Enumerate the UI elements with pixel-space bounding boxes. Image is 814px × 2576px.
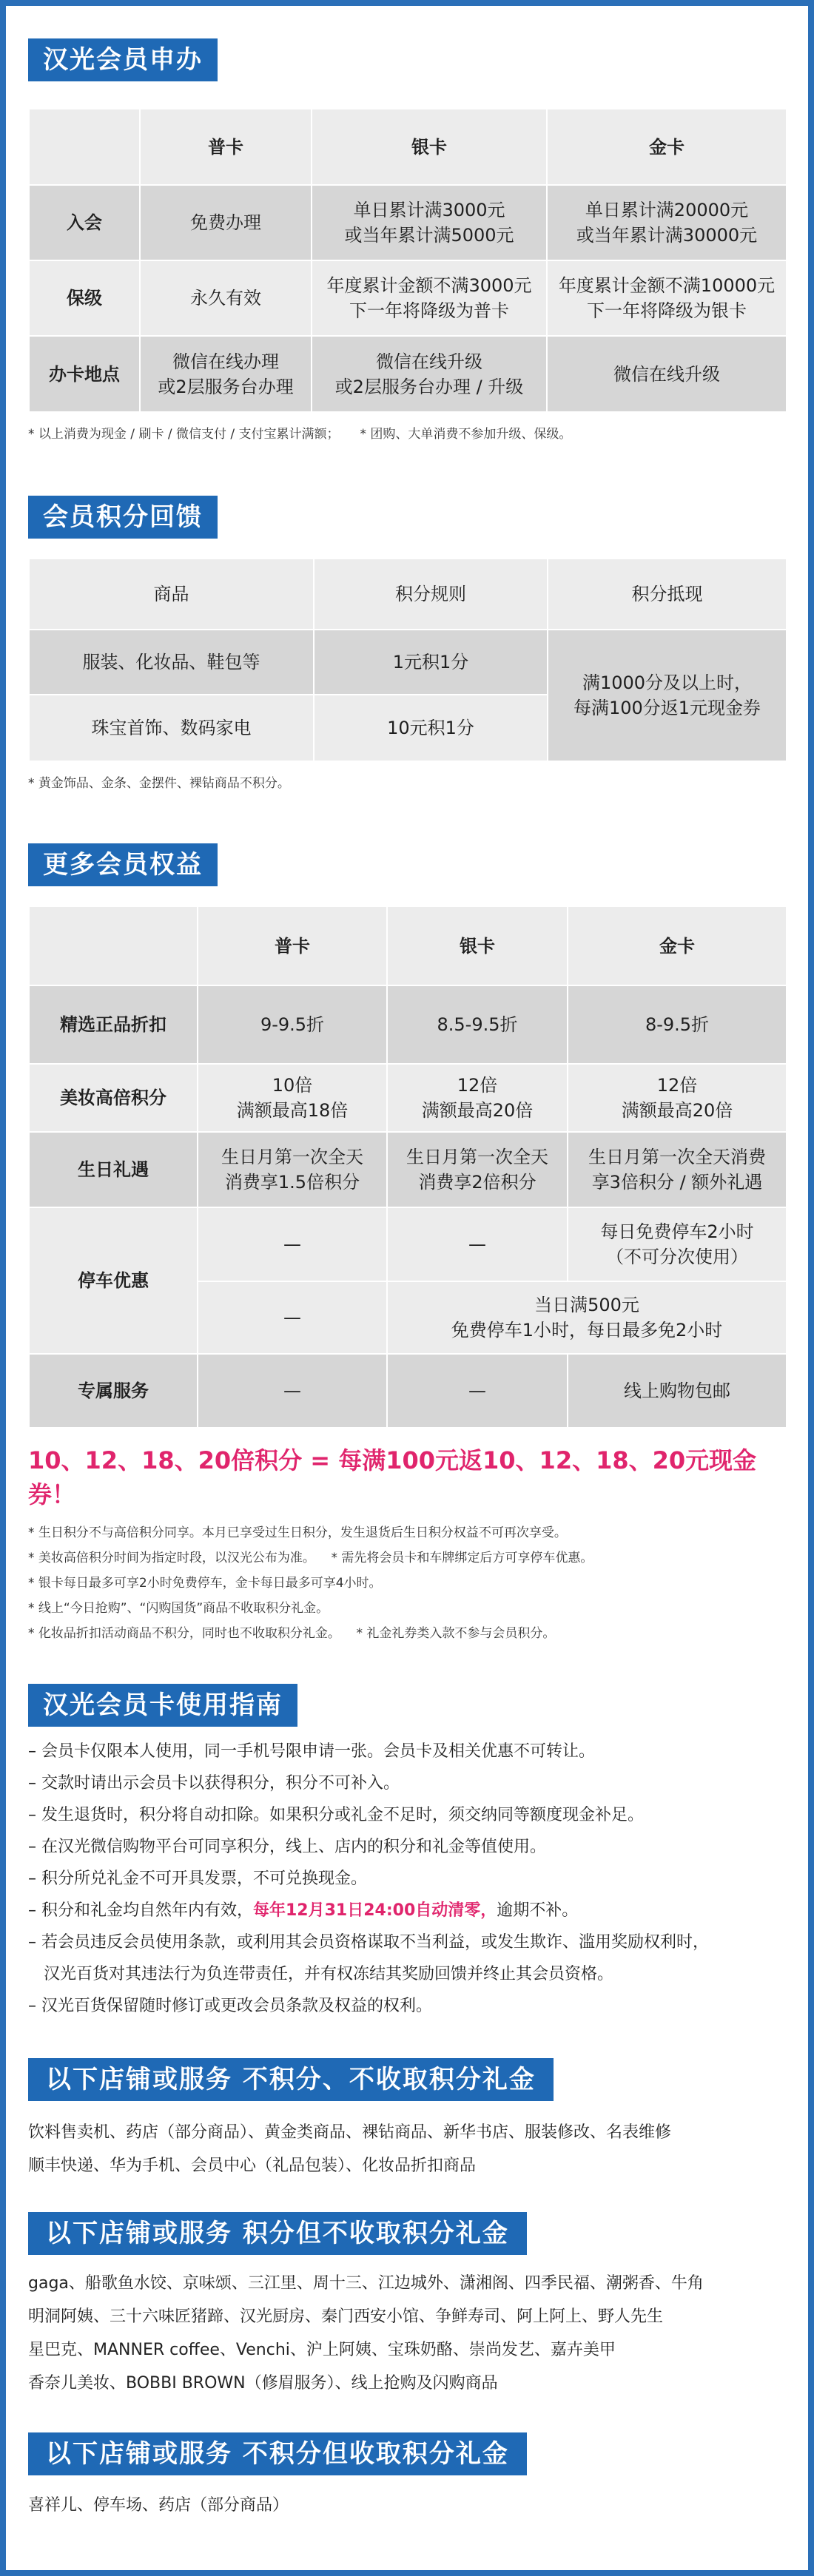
cell-line: 单日累计满20000元	[585, 200, 749, 220]
store-list	[28, 2267, 786, 2400]
cell-line: 单日累计满3000元	[353, 200, 505, 220]
header-gold-card: 金卡	[568, 906, 787, 985]
header-product: 商品	[29, 559, 314, 630]
cell-line: 10倍	[272, 1075, 313, 1096]
cell-line: 免费办理	[190, 212, 261, 233]
cell-line: 生日月第一次全天	[406, 1147, 548, 1167]
cell-line: 年度累计金额不满3000元	[326, 275, 532, 296]
guide-item: – 会员卡仅限本人使用，同一手机号限申请一张。会员卡及相关优惠不可转让。	[28, 1742, 595, 1761]
guide-item: – 积分所兑礼金不可开具发票，不可兑换现金。	[28, 1869, 367, 1888]
promo-banner: 10、12、18、20倍积分 = 每满100元返10、12、18、20元现金券！	[28, 1446, 757, 1508]
cell-line: 微信在线升级	[376, 351, 482, 372]
cell	[312, 260, 547, 336]
cell-line: 消费享2倍积分	[418, 1172, 536, 1193]
cell: —	[198, 1354, 387, 1428]
row-label-beauty: 美妆高倍积分	[29, 1064, 198, 1132]
footnote-text: * 美妆高倍积分时间为指定时段，以汉光公布为准。	[28, 1551, 315, 1565]
footnote-text: * 化妆品折扣活动商品不积分，同时也不收取积分礼金。	[28, 1626, 340, 1641]
note	[28, 423, 786, 445]
cell-line: 或2层服务台办理 / 升级	[334, 376, 524, 397]
guide-text: – 积分和礼金均自然年内有效，	[28, 1901, 253, 1920]
section-title: 更多会员权益	[28, 843, 218, 886]
points-no-gift-section	[28, 2212, 786, 2400]
cell-line: 享3倍积分 / 额外礼遇	[591, 1172, 763, 1193]
cell-line: 满1000分及以上时，	[582, 672, 753, 693]
header-silver-card: 银卡	[312, 109, 547, 185]
guide-item: – 汉光百货保留随时修订或更改会员条款及权益的权利。	[28, 1997, 432, 2015]
row-label-service: 专属服务	[29, 1354, 198, 1428]
footnote	[28, 1621, 786, 1646]
section-title: 以下店铺或服务 不积分但收取积分礼金	[28, 2432, 527, 2475]
cell-line: 每日免费停车2小时	[600, 1221, 754, 1242]
guide-text: 逾期不补。	[497, 1901, 579, 1920]
cell	[547, 185, 787, 260]
cell: 9-9.5折	[198, 985, 387, 1064]
corner-cell	[29, 109, 140, 185]
cell-line: 年度累计金额不满10000元	[558, 275, 776, 296]
cell-line: 消费享1.5倍积分	[224, 1172, 360, 1193]
cell-line: 满额最高20倍	[421, 1100, 534, 1121]
footnote	[28, 1596, 786, 1621]
cell	[387, 1132, 568, 1207]
cell-line: 下一年将降级为普卡	[349, 300, 509, 321]
guide-item: – 发生退货时，积分将自动扣除。如果积分或礼金不足时，须交纳同等额度现金补足。	[28, 1806, 644, 1824]
guide-item	[28, 1895, 786, 1926]
rule-cell: 10元积1分	[314, 695, 548, 761]
store-list-line: gaga、船歌鱼水饺、京味颂、三江里、周十三、江边城外、潇湘阁、四季民福、潮粥香、牛角	[28, 2274, 704, 2293]
cell-line: 或当年累计满30000元	[576, 225, 758, 246]
points-reward-section	[28, 496, 786, 795]
section-title: 会员积分回馈	[28, 496, 218, 539]
header-regular-card: 普卡	[140, 109, 312, 185]
footnote	[28, 1571, 786, 1596]
cell	[568, 1132, 787, 1207]
card-usage-guide-section	[28, 1684, 786, 2022]
row-label-parking: 停车优惠	[29, 1207, 198, 1354]
row-label-birthday: 生日礼遇	[29, 1132, 198, 1207]
cell-line: 下一年将降级为银卡	[587, 300, 747, 321]
cell	[198, 1064, 387, 1132]
membership-application-section	[28, 38, 786, 445]
section-title: 汉光会员卡使用指南	[28, 1684, 297, 1727]
cell-line: 12倍	[656, 1075, 698, 1096]
footnote-text: * 线上“今日抢购”、“闪购国货”商品不收取积分礼金。	[28, 1601, 329, 1616]
cell	[312, 185, 547, 260]
header-regular-card: 普卡	[198, 906, 387, 985]
cell: —	[198, 1281, 387, 1354]
note: * 黄金饰品、金条、金摆件、裸钻商品不积分。	[28, 776, 290, 791]
guide-highlight: 每年12月31日24:00自动清零，	[253, 1901, 497, 1920]
store-list	[28, 2489, 786, 2522]
store-list-line: 顺丰快递、华为手机、会员中心（礼品包装）、化妆品折扣商品	[28, 2157, 477, 2175]
store-list-line: 喜祥儿、停车场、药店（部分商品）	[28, 2496, 289, 2515]
store-list-line: 香奈儿美妆、BOBBI BROWN（修眉服务）、线上抢购及闪购商品	[28, 2374, 498, 2393]
cell	[198, 1132, 387, 1207]
product-cell: 服装、化妆品、鞋包等	[29, 630, 314, 695]
cell: 线上购物包邮	[568, 1354, 787, 1428]
footnote-text: * 生日积分不与高倍积分同享。本月已享受过生日积分，发生退货后生日积分权益不可再次享受。	[28, 1525, 567, 1540]
cell	[140, 260, 312, 336]
note-text: * 以上消费为现金 / 刷卡 / 微信支付 / 支付宝累计满额；	[28, 427, 340, 442]
cell-line: 免费停车1小时，每日最多免2小时	[451, 1320, 723, 1341]
cell-line: 或当年累计满5000元	[344, 225, 514, 246]
cell	[312, 336, 547, 412]
header-redeem: 积分抵现	[548, 559, 787, 630]
store-list	[28, 2116, 786, 2182]
cell	[387, 1281, 787, 1354]
cell-line: 微信在线升级	[613, 363, 720, 385]
product-cell: 珠宝首饰、数码家电	[29, 695, 314, 761]
section-title: 汉光会员申办	[28, 38, 218, 81]
footnote	[28, 1520, 786, 1545]
cell: 8-9.5折	[568, 985, 787, 1064]
footnote-text: * 礼金礼券类入款不参与会员积分。	[356, 1626, 556, 1641]
cell-line: 每满100分返1元现金券	[573, 698, 761, 718]
store-list-line: 星巴克、MANNER coffee、Venchi、沪上阿姨、宝珠奶酪、崇尚发艺、嘉卉美甲	[28, 2341, 616, 2359]
cell: —	[387, 1354, 568, 1428]
cell: 8.5-9.5折	[387, 985, 568, 1064]
guide-item: – 在汉光微信购物平台可同享积分，线上、店内的积分和礼金等值使用。	[28, 1838, 546, 1856]
cell-line: （不可分次使用）	[606, 1247, 748, 1267]
cell: —	[198, 1207, 387, 1281]
cell: —	[387, 1207, 568, 1281]
guide-item: – 若会员违反会员使用条款，或利用其会员资格谋取不当利益，或发生欺诈、滥用奖励权利时，	[28, 1933, 709, 1952]
cell	[568, 1064, 787, 1132]
cell-line: 当日满500元	[534, 1295, 639, 1315]
cell	[547, 260, 787, 336]
cell	[387, 1064, 568, 1132]
corner-cell	[29, 906, 198, 985]
guide-item: 汉光百货对其违法行为负连带责任，并有权冻结其奖励回馈并终止其会员资格。	[28, 1965, 613, 1983]
cell	[140, 185, 312, 260]
footnote-text: * 需先将会员卡和车牌绑定后方可享停车优惠。	[331, 1551, 593, 1565]
cell	[547, 336, 787, 412]
store-list-line: 明洞阿姨、三十六味匠猪蹄、汉光厨房、秦门西安小馆、争鲜寿司、阿上阿上、野人先生	[28, 2307, 664, 2326]
cell-line: 生日月第一次全天消费	[588, 1147, 766, 1167]
cell-line: 生日月第一次全天	[221, 1147, 363, 1167]
cell	[568, 1207, 787, 1281]
cell-line: 永久有效	[190, 288, 261, 308]
cell	[140, 336, 312, 412]
cell-line: 微信在线办理	[172, 351, 279, 372]
header-gold-card: 金卡	[547, 109, 787, 185]
cell-line: 满额最高20倍	[621, 1100, 733, 1121]
row-label-discount: 精选正品折扣	[29, 985, 198, 1064]
section-title: 以下店铺或服务 不积分、不收取积分礼金	[28, 2058, 554, 2101]
row-label-retain: 保级	[29, 260, 140, 336]
store-list-line: 饮料售卖机、药店（部分商品）、黄金类商品、裸钻商品、新华书店、服装修改、名表维修	[28, 2123, 672, 2142]
rule-cell: 1元积1分	[314, 630, 548, 695]
membership-table	[28, 108, 787, 413]
cell-line: 满额最高18倍	[236, 1100, 349, 1121]
section-title: 以下店铺或服务 积分但不收取积分礼金	[28, 2212, 527, 2255]
no-points-no-gift-section	[28, 2058, 786, 2182]
row-label-join: 入会	[29, 185, 140, 260]
row-label-location: 办卡地点	[29, 336, 140, 412]
points-table	[28, 558, 787, 762]
header-silver-card: 银卡	[387, 906, 568, 985]
guide-item: – 交款时请出示会员卡以获得积分，积分不可补入。	[28, 1774, 400, 1793]
header-rule: 积分规则	[314, 559, 548, 630]
footnote-text: * 银卡每日最多可享2小时免费停车，金卡每日最多可享4小时。	[28, 1576, 382, 1591]
more-benefits-section	[28, 843, 786, 1646]
note-text: * 团购、大单消费不参加升级、保级。	[360, 427, 572, 442]
footnotes	[28, 1520, 786, 1646]
cell-line: 或2层服务台办理	[158, 376, 294, 397]
benefits-table	[28, 906, 787, 1429]
redeem-cell	[548, 630, 787, 761]
cell-line: 12倍	[457, 1075, 498, 1096]
guide-list	[28, 1736, 786, 2022]
gift-no-points-section	[28, 2432, 786, 2522]
footnote	[28, 1545, 786, 1571]
